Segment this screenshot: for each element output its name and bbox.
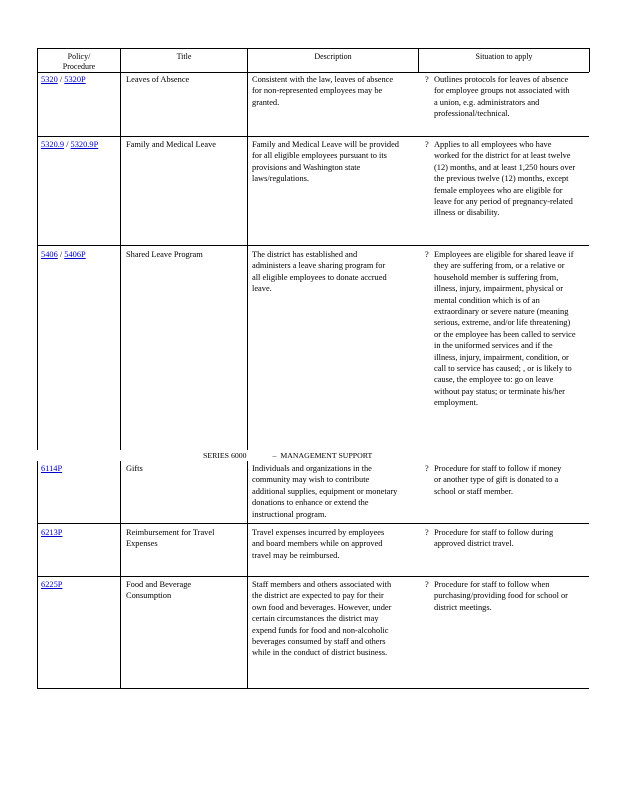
policy-cell-6225p xyxy=(41,579,119,590)
title-cell-leaves-of-absence: Leaves of Absence xyxy=(126,75,190,84)
row-rule-4 xyxy=(37,576,589,577)
policy-cell-5406 xyxy=(41,249,119,260)
situation-cell-family-medical-leave: Applies to all employees who have worked for the district for at least twelve (12) months, and at least 1,250 hours over the previous twelve (12) months, except female employees who are eligible for leave for any period of pregnancy-related illness or disability. xyxy=(434,140,576,218)
procedure-link-5406p[interactable]: 5406P xyxy=(64,250,86,259)
bullet-marker: ? xyxy=(425,464,429,473)
description-cell-family-medical-leave: Family and Medical Leave will be provided for all eligible employees pursuant to its provisions and Washington state laws/regulations. xyxy=(252,140,399,184)
body-col-divider-2-lower xyxy=(247,461,248,688)
description-cell-shared-leave-program: The district has established and administers a leave sharing program for all eligible employees to donate accrued leave. xyxy=(252,250,387,294)
bullet-marker: ? xyxy=(425,140,429,149)
header-situation: Situation to apply xyxy=(475,52,533,61)
series-heading xyxy=(203,451,463,461)
series-name: MANAGEMENT SUPPORT xyxy=(280,451,373,460)
bullet-marker: ? xyxy=(425,580,429,589)
situation-cell-food-beverage: Procedure for staff to follow when purchasing/providing food for school or district meetings. xyxy=(434,580,568,612)
header-policy xyxy=(38,52,120,72)
policy-cell-6213p xyxy=(41,527,119,538)
policy-cell-6114p xyxy=(41,463,119,474)
title-cell-food-beverage: Food and Beverage Consumption xyxy=(126,580,192,601)
title-cell-shared-leave-program: Shared Leave Program xyxy=(126,250,203,259)
title-cell-family-medical-leave: Family and Medical Leave xyxy=(126,140,216,149)
bullet-marker: ? xyxy=(425,75,429,84)
situation-cell-leaves-of-absence: Outlines protocols for leaves of absence for employee groups not associated with a union, e.g. administrators and professional/technical. xyxy=(434,75,570,119)
header-title: Title xyxy=(176,52,192,61)
procedure-link-5320p[interactable]: 5320P xyxy=(64,75,86,84)
title-cell-gifts: Gifts xyxy=(126,464,143,473)
bullet-marker: ? xyxy=(425,528,429,537)
description-cell-leaves-of-absence: Consistent with the law, leaves of absence for non-represented employees may be granted. xyxy=(252,75,394,107)
policy-cell-5320 xyxy=(41,74,119,85)
procedure-link-6114p[interactable]: 6114P xyxy=(41,464,63,473)
header-right-border xyxy=(589,48,590,72)
title-cell-reimbursement-travel: Reimbursement for Travel Expenses xyxy=(126,528,215,549)
policy-separator: / xyxy=(57,250,65,259)
policy-link-5320-9[interactable]: 5320.9 xyxy=(41,140,65,149)
situation-cell-reimbursement-travel: Procedure for staff to follow during approved district travel. xyxy=(434,528,554,549)
row-rule-3 xyxy=(37,523,589,524)
policy-cell-5320-9 xyxy=(41,139,121,150)
series-label: SERIES 6000 xyxy=(203,451,247,460)
policy-separator: / xyxy=(57,75,65,84)
header-description: Description xyxy=(314,52,352,61)
row-rule-1 xyxy=(37,136,589,137)
table-bottom-rule xyxy=(37,688,589,689)
situation-cell-shared-leave-program: Employees are eligible for shared leave if they are suffering from, or a relative or household member is suffering from, illness, injury, impairment, physical or mental condition which is of an extraordinary or severe nature (meaning serious, extreme, and/or life threatening) or the employee has been called to service in the uniformed services and if the illness, injury, impairment, condition, or call to service has caused; , or is likely to cause, the employee to: go on leave without pay status; or terminate his/her employment. xyxy=(434,250,576,408)
situation-cell-gifts: Procedure for staff to follow if money or another type of gift is donated to a school or staff member. xyxy=(434,464,562,496)
procedure-link-5320-9p[interactable]: 5320.9P xyxy=(70,140,99,149)
body-col-divider-1-upper xyxy=(120,72,121,450)
header-policy-line1: Policy/ xyxy=(67,52,91,61)
description-cell-food-beverage: Staff members and others associated with the district are expected to pay for their own food and beverages. However, under certain circumstances the district may expend funds for food and non-alcoholic beverages consumed by staff and others while in the conduct of district business. xyxy=(252,580,392,658)
description-cell-gifts: Individuals and organizations in the community may wish to contribute additional supplies, equipment or monetary donations to enhance or extend the instructional program. xyxy=(252,464,398,519)
bullet-marker: ? xyxy=(425,250,429,259)
series-dash: – xyxy=(272,451,277,460)
description-cell-reimbursement-travel: Travel expenses incurred by employees and board members while on approved travel may be reimbursed. xyxy=(252,528,385,560)
header-policy-line2: Procedure xyxy=(62,62,96,71)
body-left-border-upper xyxy=(37,72,38,450)
policy-separator: / xyxy=(64,140,71,149)
procedure-link-6213p[interactable]: 6213P xyxy=(41,528,63,537)
body-left-border-lower xyxy=(37,461,38,688)
policy-link-5406[interactable]: 5406 xyxy=(41,250,58,259)
row-rule-2 xyxy=(37,245,589,246)
policy-link-5320[interactable]: 5320 xyxy=(41,75,58,84)
procedure-link-6225p[interactable]: 6225P xyxy=(41,580,63,589)
body-col-divider-1-lower xyxy=(120,461,121,688)
body-col-divider-2-upper xyxy=(247,72,248,450)
